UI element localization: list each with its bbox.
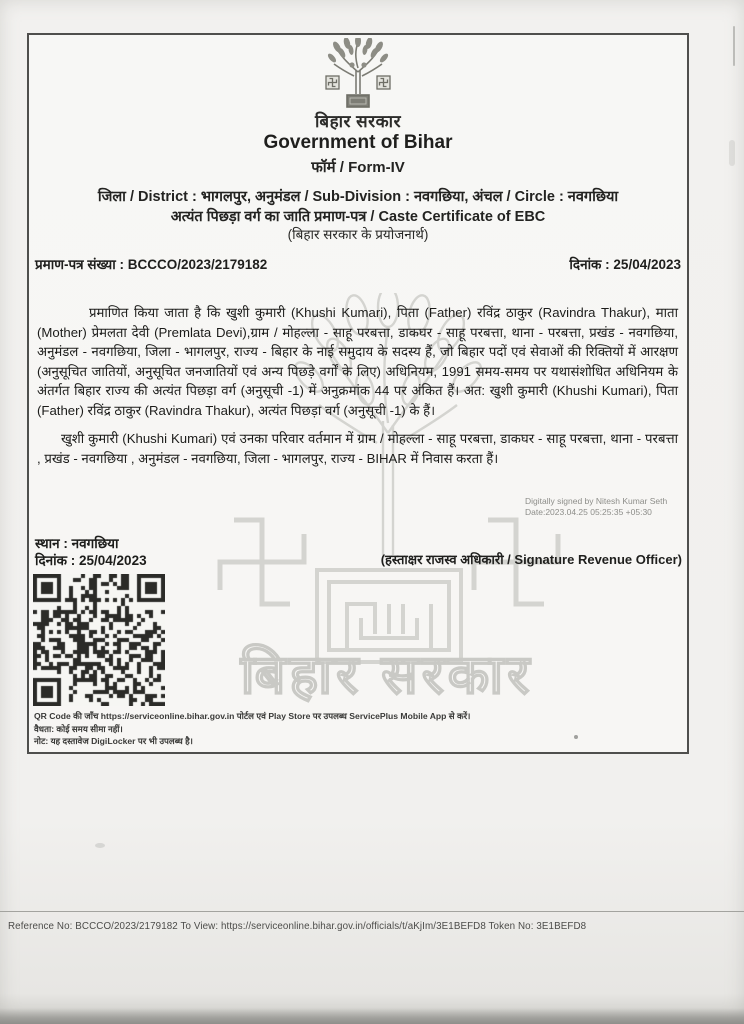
place-line: स्थान : नवगछिया xyxy=(35,536,119,551)
validity-note: वैधता: कोई समय सीमा नहीं। xyxy=(34,724,123,734)
digital-signature-signer: Digitally signed by Nitesh Kumar Seth xyxy=(525,496,668,506)
digital-signature-stamp xyxy=(525,496,667,517)
bihar-emblem-logo-tree-icon xyxy=(314,38,402,110)
form-number-line: फॉर्म / Form-IV xyxy=(311,159,405,176)
revenue-officer-signature-line: (हस्ताक्षर राजस्व अधिकारी / Signature Revenue Officer) xyxy=(380,552,682,567)
certificate-body-paragraph-2: खुशी कुमारी (Khushi Kumari) एवं उनका परिवार वर्तमान में ग्राम / मोहल्ला - साहू परबत्ता, डाकघर - साहू परबत्ता, थाना - परबत्ता , प्रखंड - नवगछिया , अनुमंडल - नवगछिया, जिला - भागलपुर, राज्य - BIHAR में निवास करता हैं। xyxy=(37,431,678,466)
logo-swastika-right-icon xyxy=(377,76,390,89)
scan-artifact-line xyxy=(733,26,735,66)
issue-date-line: दिनांक : 25/04/2023 xyxy=(35,553,147,568)
logo-plaque xyxy=(347,95,369,107)
scan-bottom-shadow xyxy=(0,1008,744,1024)
scan-artifact-smudge xyxy=(95,843,105,848)
watermark-text: बिहार सरकार xyxy=(240,645,534,703)
certificate-number: प्रमाण-पत्र संख्या : BCCCO/2023/2179182 xyxy=(35,257,268,272)
certificate-title: अत्यंत पिछड़ा वर्ग का जाति प्रमाण-पत्र / Caste Certificate of EBC xyxy=(170,209,546,225)
government-title-english: Government of Bihar xyxy=(263,132,453,153)
scan-artifact-edge-smudge xyxy=(729,140,735,166)
certificate-body-paragraph-1: प्रमाणित किया जाता है कि खुशी कुमारी (Khushi Kumari), पिता (Father) रविंद्र ठाकुर (Ravindra Thakur), माता (Mother) प्रेमलता देवी (Premlata Devi),ग्राम / मोहल्ला - साहू परबत्ता, डाकघर - साहू परबत्ता, थाना - परबत्ता, प्रखंड - नवगछिया, अनुमंडल - नवगछिया, जिला - भागलपुर, राज्य - बिहार के नाई समुदाय के सदस्य हैं, जो बिहार पदों एवं सेवाओं की रिक्तियों में आरक्षण (अनुसूचित जातियों, अनुसूचित जनजातियों एवं अन्य पिछड़े वर्गों के लिए) अधिनियम, 1991 समय-समय पर यथासंशोधित अधिनियम के अंतर्गत बिहार राज्य की अत्यंत पिछड़ा वर्ग (अनुसूची -1) में अनुक्रमांक 44 पर अंकित हैं। अत: खुशी कुमारी (Khushi Kumari), पिता (Father) रविंद्र ठाकुर (Ravindra Thakur), अत्यंत पिछड़ा वर्ग (अनुसूची -1) के हैं। xyxy=(37,305,678,418)
district-subdivision-circle-line: जिला / District : भागलपुर, अनुमंडल / Sub-Division : नवगछिया, अंचल / Circle : नवगछिया xyxy=(97,189,619,205)
digital-signature-date: Date:2023.04.25 05:25:35 +05:30 xyxy=(525,506,652,517)
qr-code-container xyxy=(33,574,165,706)
footer-separator-line xyxy=(0,911,744,912)
qr-verification-note: QR Code की जाँच https://serviceonline.bihar.gov.in पोर्टल एवं Play Store पर उपलब्ध ServicePlus Mobile App से करें। xyxy=(34,711,471,721)
logo-swastika-left-icon xyxy=(326,76,339,89)
purpose-line: (बिहार सरकार के प्रयोजनार्थ) xyxy=(287,227,429,242)
reference-footer-line: Reference No: BCCCO/2023/2179182 To View: https://serviceonline.bihar.gov.in/officials/t/aKjIm/3E1BEFD8 Token No: 3E1BEFD8 xyxy=(8,921,587,932)
digilocker-note: नोट: यह दस्तावेज DigiLocker पर भी उपलब्ध है। xyxy=(34,736,193,746)
certificate-date: दिनांक : 25/04/2023 xyxy=(569,257,681,272)
qr-code xyxy=(33,574,165,706)
certificate-border-box xyxy=(27,33,689,754)
government-title-hindi: बिहार सरकार xyxy=(314,112,402,131)
certificate-meta-row xyxy=(35,255,681,273)
